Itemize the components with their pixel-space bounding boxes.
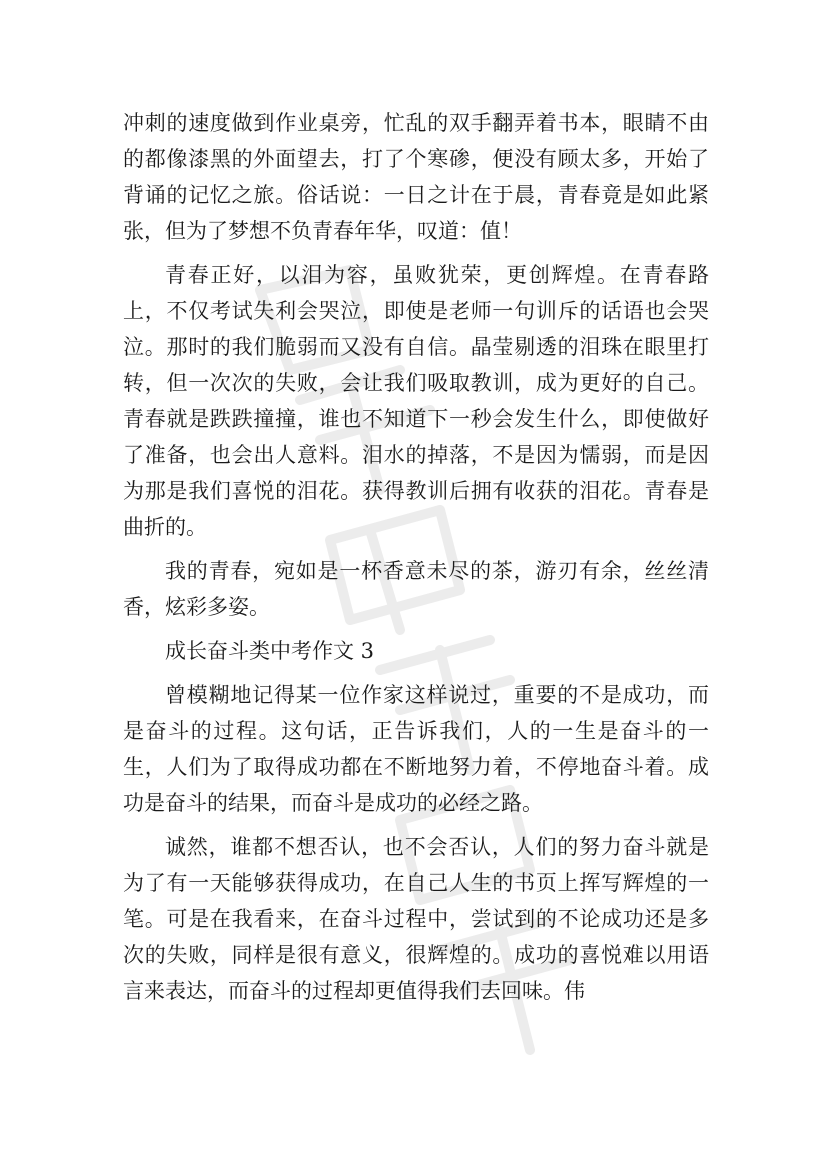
document-body (123, 105, 709, 1017)
paragraph-5: 诚然，谁都不想否认，也不会否认，人们的努力奋斗就是为了有一天能够获得成功，在自己人生的书页上挥写辉煌的一笔。可是在我看来，在奋斗过程中，尝试到的不论成功还是多次的失败，同样是很有意义，很辉煌的。成功的喜悦难以用语言来表达，而奋斗的过程却更值得我们去回味。伟 (123, 835, 709, 1003)
section-heading: 成长奋斗类中考作文 3 (165, 639, 375, 663)
paragraph-4: 曾模糊地记得某一位作家这样说过，重要的不是成功，而是奋斗的过程。这句话，正告诉我们，人的一生是奋斗的一生，人们为了取得成功都在不断地努力着，不停地奋斗着。成功是奋斗的结果，而奋斗是成功的必经之路。 (123, 683, 709, 815)
paragraph-2: 青春正好，以泪为容，虽败犹荣，更创辉煌。在青春路上，不仅考试失利会哭泣，即使是老师一句训斥的话语也会哭泣。那时的我们脆弱而又没有自信。晶莹剔透的泪珠在眼里打转，但一次次的失败，会让我们吸取教训，成为更好的自己。青春就是跌跌撞撞，谁也不知道下一秒会发生什么，即使做好了准备，也会出人意料。泪水的掉落，不是因为懦弱，而是因为那是我们喜悦的泪花。获得教训后拥有收获的泪花。青春是曲折的。 (123, 263, 709, 539)
paragraph-1: 冲刺的速度做到作业桌旁，忙乱的双手翻弄着书本，眼睛不由的都像漆黑的外面望去，打了个寒碜，便没有顾太多，开始了背诵的记忆之旅。俗话说：一日之计在于晨，青春竟是如此紧张，但为了梦想不负青春年华，叹道：值！ (123, 111, 709, 243)
paragraph-3: 我的青春，宛如是一杯香意未尽的茶，游刃有余，丝丝清香，炫彩多姿。 (123, 559, 709, 619)
